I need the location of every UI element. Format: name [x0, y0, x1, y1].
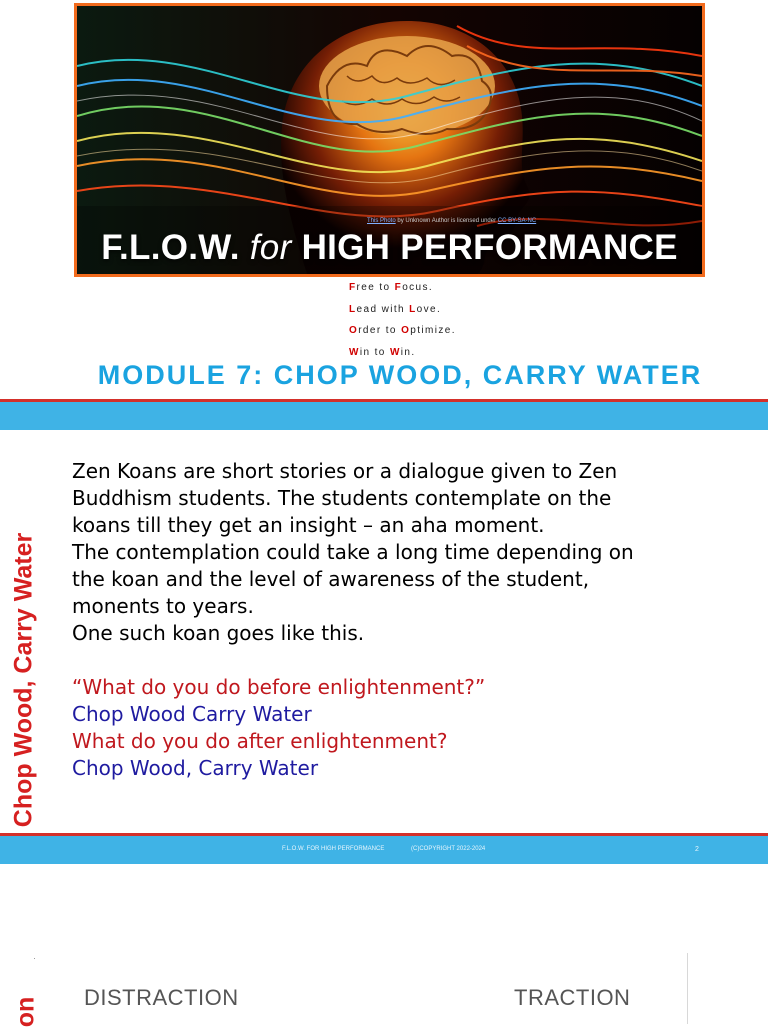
- module-title: MODULE 7: CHOP WOOD, CARRY WATER: [97, 360, 703, 390]
- footer-title: F.L.O.W. FOR HIGH PERFORMANCE: [282, 846, 385, 852]
- banner-image: [74, 3, 705, 277]
- banner-title-for: for: [249, 228, 292, 267]
- body-line: One such koan goes like this.: [72, 621, 365, 645]
- flow-text: ove.: [416, 303, 442, 315]
- flow-text: ptimize.: [410, 325, 456, 336]
- slide-divider-blue: [0, 402, 768, 430]
- flow-acronym-list: [349, 281, 456, 367]
- photo-link[interactable]: This Photo: [367, 218, 396, 224]
- footer-copyright: (C)COPYRIGHT 2022-2024: [411, 846, 486, 852]
- banner-title-flow: F.L.O.W.: [101, 228, 240, 267]
- body-line: monents to years.: [72, 594, 254, 618]
- flow-text: in to: [359, 346, 390, 358]
- distraction-heading: DISTRACTION: [84, 985, 239, 1010]
- traction-heading: TRACTION: [514, 985, 631, 1010]
- license-link[interactable]: CC BY-SA-NC: [497, 218, 537, 224]
- koan-answer-before: Chop Wood Carry Water: [72, 702, 312, 726]
- flow-cap: L: [349, 303, 357, 315]
- flow-cap: F: [394, 282, 403, 293]
- flow-line: [349, 281, 456, 303]
- flow-cap: O: [401, 325, 411, 336]
- body-line: koans till they get an insight – an aha moment.: [72, 513, 545, 537]
- flow-cap: W: [389, 346, 401, 358]
- banner-title: [77, 228, 702, 268]
- flow-text: ree to: [356, 282, 395, 293]
- koan-answer-after: Chop Wood, Carry Water: [72, 756, 319, 780]
- flow-cap: O: [349, 325, 359, 336]
- title-slide: [0, 0, 768, 400]
- flow-cap: W: [349, 346, 360, 358]
- flow-text: ocus.: [402, 282, 434, 293]
- footer-page-number: 2: [695, 846, 699, 853]
- banner-title-high-performance: HIGH PERFORMANCE: [301, 228, 678, 267]
- flow-line: [349, 303, 456, 325]
- photo-credit-text: by Unknown Author is licensed under: [395, 218, 498, 224]
- body-line: Buddhism students. The students contemplate on the: [72, 486, 612, 510]
- flow-cap: L: [409, 303, 417, 315]
- slide3-side-title: on: [11, 996, 40, 1027]
- flow-text: rder to: [358, 325, 402, 336]
- koan-question-after: What do you do after enlightenment?: [72, 729, 448, 753]
- flow-cap: F: [349, 282, 357, 293]
- photo-credit: [367, 218, 536, 224]
- flow-line: [349, 324, 456, 346]
- koan-dialogue: [72, 674, 485, 782]
- slide3-divider: [687, 953, 688, 1024]
- body-line: The contemplation could take a long time depending on: [72, 540, 634, 564]
- koan-question-before: “What do you do before enlightenment?”: [72, 675, 486, 699]
- koan-intro-text: [72, 458, 752, 647]
- body-line: the koan and the level of awareness of the student,: [72, 567, 590, 591]
- slide-side-title: Chop Wood, Carry Water: [9, 532, 38, 828]
- flow-text: in.: [400, 346, 416, 358]
- flow-text: ead with: [356, 303, 410, 315]
- body-line: Zen Koans are short stories or a dialogue given to Zen: [72, 459, 618, 483]
- stray-dot: [34, 958, 35, 959]
